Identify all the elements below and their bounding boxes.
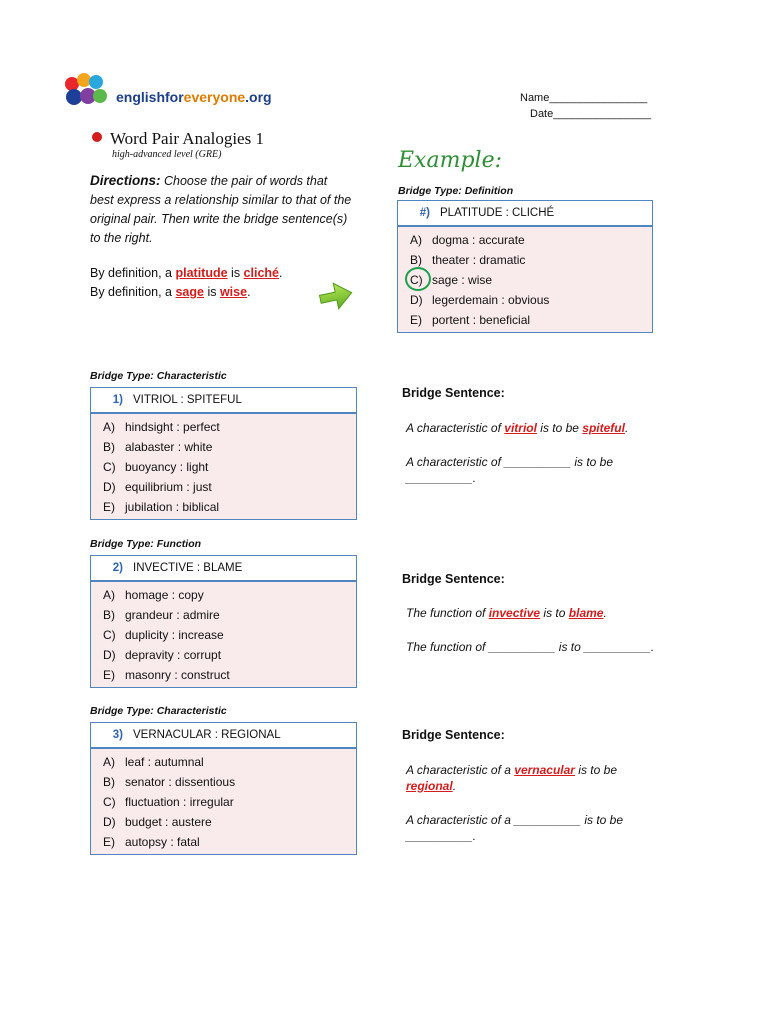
q2-option[interactable]: B) grandeur : admire [103,608,220,622]
q3-bridge-type: Bridge Type: Characteristic [90,705,227,717]
example-option: E) portent : beneficial [410,313,531,327]
q1-option[interactable]: A) hindsight : perfect [103,420,220,434]
q1-bridge-label: Bridge Sentence: [402,386,505,400]
worksheet-level: high-advanced level (GRE) [112,149,222,160]
q1-options [91,414,356,519]
q2-pair: 2) INVECTIVE : BLAME [91,556,356,582]
date-field-label: Date________________ [530,108,652,120]
q2-box [90,555,357,688]
q1-blank-sentence[interactable]: A characteristic of __________ is to be __________. [406,455,614,485]
example-option: A) dogma : accurate [410,233,525,247]
logo-people-icon [62,70,112,110]
definition-line: By definition, a sage is wise. [90,285,251,299]
site-logo [62,70,302,112]
bullet-dot-icon [92,132,102,142]
example-heading: Example: [398,148,502,173]
logo-text: englishforeveryone.org [116,89,272,105]
q2-bridge-sentence: The function of invective is to blame. [406,606,607,620]
example-box [397,200,653,333]
example-option: D) legerdemain : obvious [410,293,550,307]
q1-option[interactable]: C) buoyancy : light [103,460,209,474]
q3-blank-sentence[interactable]: A characteristic of a __________ is to be __________. [406,813,624,843]
q2-option[interactable]: E) masonry : construct [103,668,230,682]
q1-option[interactable]: B) alabaster : white [103,440,213,454]
example-option: C) sage : wise [398,270,652,290]
definition-line: By definition, a platitude is cliché. [90,266,283,280]
answer-circle [405,267,431,291]
directions-text: Choose the pair of words that best express a relationship similar to that of the original pair. Then write the bridge sentence(s) to the right. [90,174,352,245]
q3-option[interactable]: B) senator : dissentious [103,775,236,789]
name-field-label: Name________________ [520,92,648,104]
q2-option[interactable]: D) depravity : corrupt [103,648,222,662]
q1-option[interactable]: D) equilibrium : just [103,480,212,494]
q3-options [91,749,356,854]
q3-option[interactable]: C) fluctuation : irregular [103,795,234,809]
q2-option[interactable]: C) duplicity : increase [103,628,224,642]
green-arrow-icon [318,280,354,312]
example-pair: #) PLATITUDE : CLICHÉ [398,201,652,227]
q3-option[interactable]: D) budget : austere [103,815,212,829]
q1-bridge-type: Bridge Type: Characteristic [90,370,227,382]
example-options [398,227,652,332]
q2-option[interactable]: A) homage : copy [103,588,204,602]
definition-lines [90,264,282,302]
q1-box [90,387,357,520]
q3-box [90,722,357,855]
worksheet-title: Word Pair Analogies 1 [92,129,264,149]
q2-options [91,582,356,687]
q3-bridge-label: Bridge Sentence: [402,728,505,742]
q1-bridge-sentence: A characteristic of vitriol is to be spiteful. [406,421,629,435]
q2-blank-sentence[interactable]: The function of __________ is to __________. [406,640,655,654]
q1-option[interactable]: E) jubilation : biblical [103,500,220,514]
q3-pair: 3) VERNACULAR : REGIONAL [91,723,356,749]
q3-bridge-sentence: A characteristic of a vernacular is to be regional. [406,763,617,793]
q3-option[interactable]: A) leaf : autumnal [103,755,204,769]
q1-pair: 1) VITRIOL : SPITEFUL [91,388,356,414]
directions-label: Directions: [90,173,161,188]
example-option: B) theater : dramatic [410,253,526,267]
example-bridge-type: Bridge Type: Definition [398,185,514,197]
q2-bridge-label: Bridge Sentence: [402,572,505,586]
q2-bridge-type: Bridge Type: Function [90,538,202,550]
directions [90,171,352,248]
q3-option[interactable]: E) autopsy : fatal [103,835,200,849]
